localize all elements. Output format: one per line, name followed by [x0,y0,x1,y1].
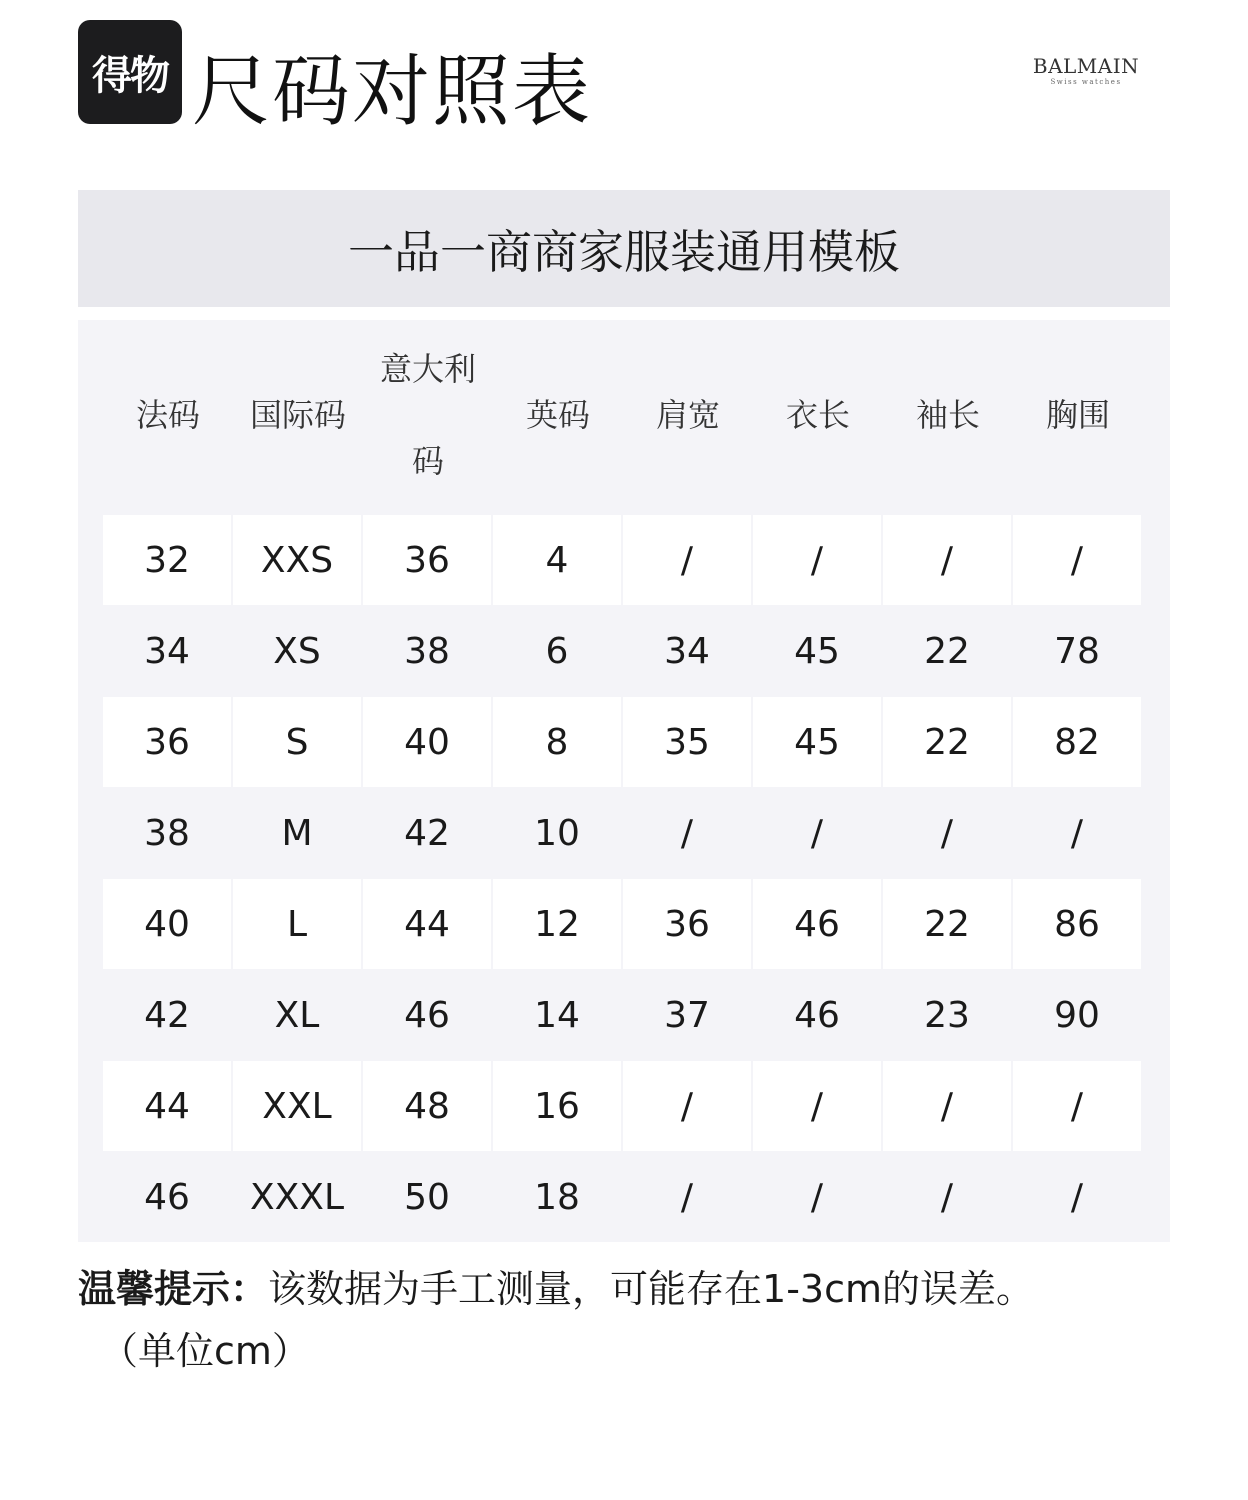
banner-text: 一品一商商家服装通用模板 [348,224,900,279]
table-cell: 16 [493,1061,621,1151]
table-cell: 6 [545,630,569,672]
header-cell: 衣长 [785,396,850,434]
table-cell: 82 [1013,697,1141,787]
page-title: 尺码对照表 [192,47,593,137]
table-cell: / [883,515,1011,605]
table-cell: 8 [493,697,621,787]
table-cell: 32 [103,515,231,605]
header-cell: 法码 [135,396,200,434]
header-cell: 袖长 [915,396,980,434]
note-label: 温馨提示： [78,1267,269,1311]
table-cell: / [1013,515,1141,605]
table-cell: S [233,697,361,787]
table-cell: 4 [493,515,621,605]
table-cell: 14 [534,994,580,1036]
table-cell: / [1070,812,1084,854]
table-cell: XXS [233,515,361,605]
table-cell: 23 [924,994,970,1036]
table-cell: 45 [753,697,881,787]
table-row [103,970,1143,1061]
table-cell: 46 [794,994,840,1036]
table-cell: 38 [404,630,450,672]
table-cell: / [940,812,954,854]
table-cell: 36 [363,515,491,605]
table-cell: 18 [534,1176,580,1218]
table-cell: 12 [493,879,621,969]
size-table [78,320,1170,1242]
header-cell: 肩宽 [655,396,720,434]
logo-text: 得物 [92,52,168,99]
table-cell: 40 [363,697,491,787]
table-cell: 34 [664,630,710,672]
table-header [103,320,1143,510]
template-banner [78,190,1170,307]
table-cell: M [281,812,313,854]
table-cell: 35 [623,697,751,787]
table-cell: 78 [1054,630,1100,672]
table-cell: / [623,515,751,605]
table-cell: 37 [664,994,710,1036]
table-cell: XXXL [249,1176,345,1218]
table-cell: 34 [144,630,190,672]
header-cell: 胸围 [1045,396,1110,434]
table-cell: 45 [794,630,840,672]
header-cell: 国际码 [249,396,346,434]
app-logo [78,20,182,124]
table-cell: 22 [883,879,1011,969]
table-cell: 48 [363,1061,491,1151]
table-cell: XXL [233,1061,361,1151]
table-row [103,515,1143,606]
table-cell: 36 [103,697,231,787]
table-cell: / [753,1061,881,1151]
header-cell: 意大利码 [379,350,476,480]
table-cell: 50 [404,1176,450,1218]
table-cell: 90 [1054,994,1100,1036]
table-cell: / [680,812,694,854]
table-cell: 10 [534,812,580,854]
table-cell: / [753,515,881,605]
table-cell: 46 [404,994,450,1036]
table-cell: 22 [924,630,970,672]
table-row [103,1152,1143,1243]
table-row [103,606,1143,697]
table-body [103,515,1143,1243]
measurement-note [78,1258,1178,1382]
table-cell: / [1013,1061,1141,1151]
table-cell: 36 [623,879,751,969]
table-cell: / [810,812,824,854]
table-cell: 44 [363,879,491,969]
table-cell: 40 [103,879,231,969]
table-cell: / [940,1176,954,1218]
unit-note: （单位cm） [100,1329,310,1373]
note-text: 该数据为手工测量，可能存在1-3cm的误差。 [268,1267,1034,1311]
table-cell: L [233,879,361,969]
table-cell: 46 [753,879,881,969]
table-cell: / [883,1061,1011,1151]
table-row [103,1061,1143,1152]
table-cell: / [623,1061,751,1151]
table-cell: 44 [103,1061,231,1151]
table-cell: 42 [144,994,190,1036]
table-cell: / [1070,1176,1084,1218]
table-cell: XS [273,630,321,672]
table-cell: 42 [404,812,450,854]
header-cell: 英码 [525,396,590,434]
brand-subtitle: Swiss watches [1050,78,1122,86]
table-row [103,788,1143,879]
brand-logo [1020,54,1152,87]
table-cell: XL [274,994,320,1036]
table-cell: 22 [883,697,1011,787]
table-cell: 46 [144,1176,190,1218]
table-cell: 38 [144,812,190,854]
table-cell: / [810,1176,824,1218]
table-row [103,879,1143,970]
table-cell: 86 [1013,879,1141,969]
table-cell: / [680,1176,694,1218]
brand-name: BALMAIN [1032,54,1140,78]
table-row [103,697,1143,788]
